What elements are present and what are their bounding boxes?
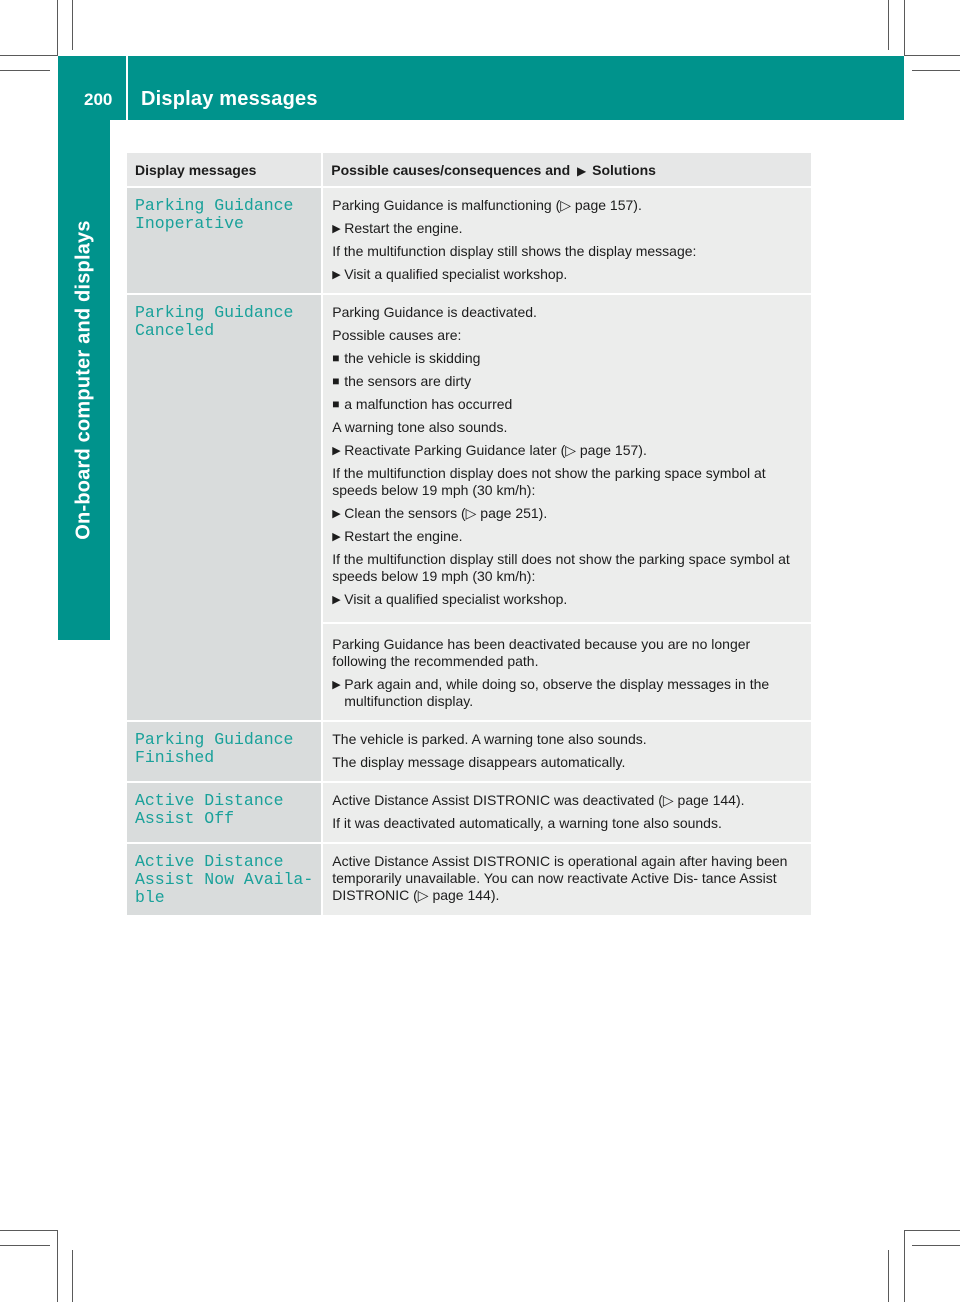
crop-mark — [904, 1230, 960, 1231]
table-row — [127, 188, 811, 295]
display-message-cell — [127, 188, 323, 295]
sub-section — [323, 622, 811, 710]
text-line: If the multifunction display still shows the display message: — [332, 243, 697, 259]
crop-mark — [0, 70, 50, 71]
crop-mark — [0, 55, 58, 56]
causes-cell — [323, 844, 811, 917]
display-message-cell — [127, 722, 323, 783]
arrow-right-icon: ▶ — [332, 594, 341, 606]
crop-mark — [912, 1245, 960, 1246]
header-divider — [126, 56, 128, 120]
causes-cell — [323, 188, 811, 295]
step: ▶ Restart the engine. — [332, 220, 463, 236]
bullet-icon: ■ — [332, 397, 340, 411]
bullet-item: ■ a malfunction has occurred — [332, 396, 513, 412]
crop-mark — [888, 1250, 889, 1302]
crop-mark — [72, 0, 73, 50]
crop-mark — [904, 1230, 905, 1302]
arrow-right-icon: ▶ — [332, 445, 341, 457]
display-message-cell — [127, 844, 323, 917]
crop-mark — [904, 0, 905, 55]
text-line: Possible causes are: — [332, 327, 462, 343]
text-line: Active Distance Assist DISTRONIC was deactivated (▷ page 144). — [332, 792, 745, 808]
step: ▶ Park again and, while doing so, observe the display messages in the multifunction display. — [332, 676, 770, 709]
display-message: Parking Guidance Finished — [135, 730, 294, 767]
text-line: The display message disappears automatically. — [332, 754, 626, 770]
crop-mark — [57, 1230, 58, 1302]
text-line: The vehicle is parked. A warning tone also sounds. — [332, 731, 647, 747]
text-line: Parking Guidance is deactivated. — [332, 304, 537, 320]
crop-mark — [912, 70, 960, 71]
causes-cell — [323, 783, 811, 844]
table-row — [127, 295, 811, 722]
arrow-right-icon: ▶ — [332, 269, 341, 281]
step: ▶ Reactivate Parking Guidance later (▷ page 157). — [332, 442, 647, 458]
display-message-cell — [127, 295, 323, 722]
causes-cell — [323, 295, 811, 722]
table-row — [127, 844, 811, 917]
text-line: If the multifunction display does not show the parking space symbol at speeds below 19 mph (30 km/h): — [332, 465, 766, 498]
bullet-item: ■ the vehicle is skidding — [332, 350, 481, 366]
step: ▶ Restart the engine. — [332, 528, 463, 544]
side-tab-label: On-board computer and displays — [72, 220, 95, 540]
text-line: Parking Guidance has been deactivated because you are no longer following the recommended path. — [332, 636, 751, 669]
display-message-cell — [127, 783, 323, 844]
arrow-right-icon: ▶ — [332, 223, 341, 235]
text-line: Parking Guidance is malfunctioning (▷ page 157). — [332, 197, 642, 213]
column-header-display-messages: Display messages — [127, 153, 323, 188]
display-message: Active Distance Assist Now Availa‐ ble — [135, 852, 314, 907]
step: ▶ Visit a qualified specialist workshop. — [332, 266, 568, 282]
display-message: Parking Guidance Canceled — [135, 303, 294, 340]
table-row — [127, 783, 811, 844]
table-row — [127, 722, 811, 783]
crop-mark — [72, 1250, 73, 1302]
display-messages-table — [127, 153, 811, 917]
page-number: 200 — [84, 90, 113, 109]
column-header-causes — [323, 153, 811, 188]
table-header-row — [127, 153, 811, 188]
text-line: If the multifunction display still does not show the parking space symbol at speeds below 19 mph (30 km/h): — [332, 551, 790, 584]
arrow-right-icon: ▶ — [577, 163, 587, 178]
page-title: Display messages — [141, 88, 318, 110]
text-line: A warning tone also sounds. — [332, 419, 508, 435]
causes-cell — [323, 722, 811, 783]
arrow-right-icon: ▶ — [332, 679, 341, 691]
bullet-icon: ■ — [332, 351, 340, 365]
text-line: Active Distance Assist DISTRONIC is operational again after having been temporarily unavailable. You can now reactivate Active Dis- tance Assist DISTRONIC (▷ page 144). — [332, 853, 788, 903]
column-header-solutions-text: Solutions — [592, 161, 656, 178]
display-message: Parking Guidance Inoperative — [135, 196, 294, 233]
crop-mark — [0, 1245, 50, 1246]
crop-mark — [0, 1230, 58, 1231]
step: ▶ Clean the sensors (▷ page 251). — [332, 505, 548, 521]
bullet-item: ■ the sensors are dirty — [332, 373, 472, 389]
bullet-icon: ■ — [332, 374, 340, 388]
step: ▶ Visit a qualified specialist workshop. — [332, 591, 568, 607]
crop-mark — [904, 55, 960, 56]
arrow-right-icon: ▶ — [332, 531, 341, 543]
crop-mark — [57, 0, 58, 55]
display-message: Active Distance Assist Off — [135, 791, 284, 828]
arrow-right-icon: ▶ — [332, 508, 341, 520]
crop-mark — [888, 0, 889, 50]
text-line: If it was deactivated automatically, a warning tone also sounds. — [332, 815, 722, 831]
column-header-causes-text: Possible causes/consequences and — [331, 161, 571, 178]
